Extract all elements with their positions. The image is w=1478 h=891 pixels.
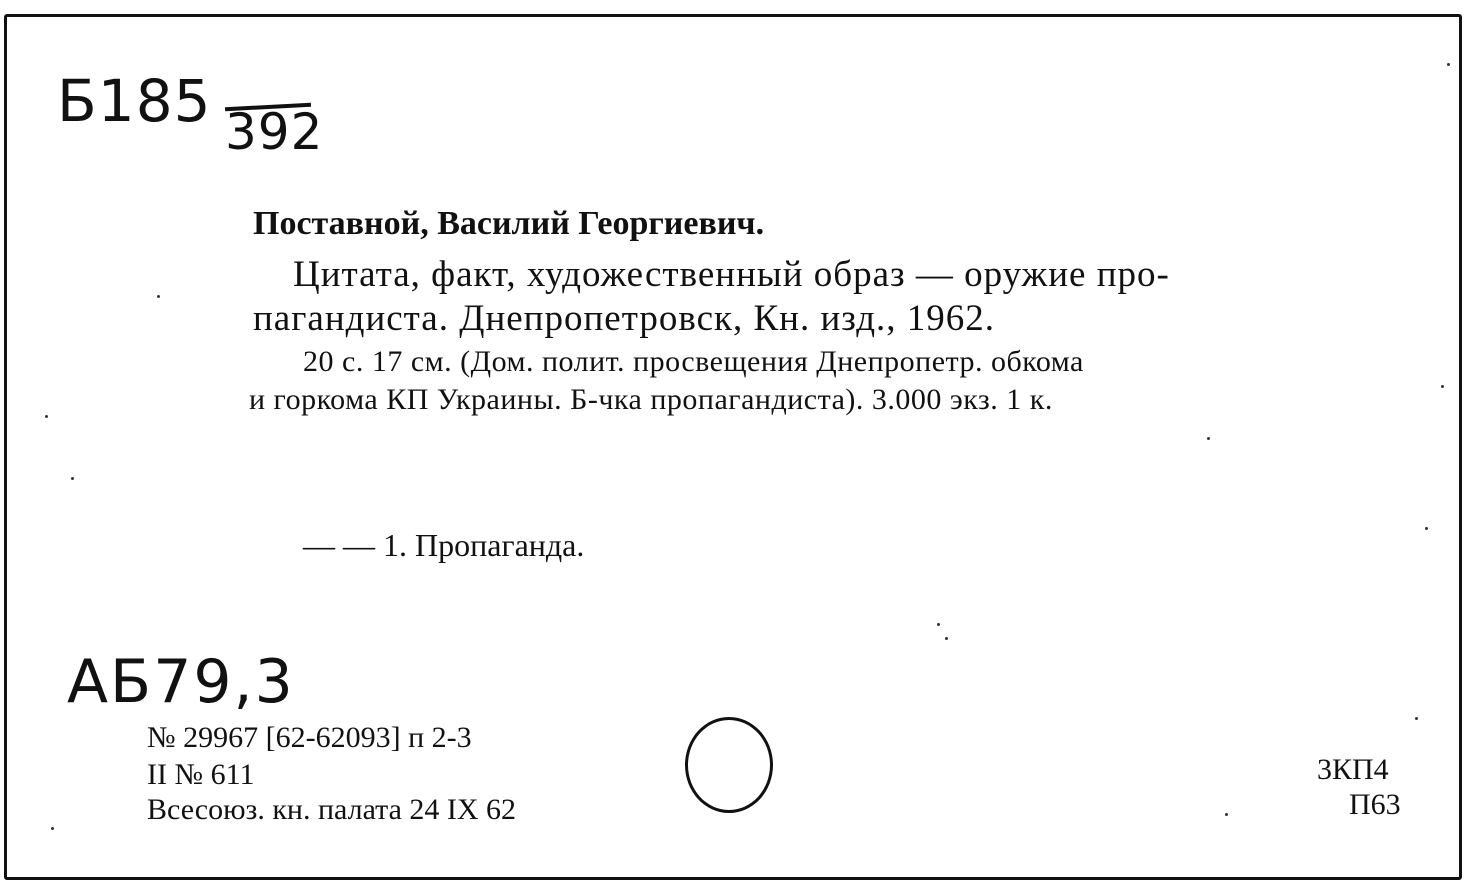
inventory-number: АБ79,3 bbox=[67, 647, 295, 717]
collation-line-1: 20 с. 17 см. (Дом. полит. просвещения Днепропетр. обкома bbox=[303, 345, 1084, 378]
registration-line-2: II № 611 bbox=[147, 758, 255, 791]
classification-line-1: 3КП4 bbox=[1317, 753, 1389, 786]
speck bbox=[45, 415, 48, 418]
speck bbox=[51, 827, 54, 830]
speck bbox=[71, 477, 74, 480]
speck bbox=[1415, 717, 1418, 720]
author-heading: Поставной, Василий Георгиевич. bbox=[253, 205, 765, 242]
classification-line-2: П63 bbox=[1349, 788, 1401, 821]
collation-line-2: и горкома КП Украины. Б-чка пропагандиста). 3.000 экз. 1 к. bbox=[249, 383, 1053, 416]
catalog-card bbox=[4, 14, 1462, 880]
stamp-circle bbox=[685, 717, 773, 813]
speck bbox=[937, 623, 940, 626]
speck bbox=[1225, 813, 1228, 816]
registration-line-3: Всесоюз. кн. палата 24 IX 62 bbox=[147, 793, 517, 826]
subject-heading: — — 1. Пропаганда. bbox=[303, 527, 585, 563]
speck bbox=[945, 637, 948, 640]
speck bbox=[1207, 437, 1210, 440]
shelfmark-bottom: 392 bbox=[225, 103, 324, 161]
speck bbox=[1447, 63, 1450, 66]
title-line-2: пагандиста. Днепропетровск, Кн. изд., 1962. bbox=[253, 298, 996, 339]
title-line-1: Цитата, факт, художественный образ — оружие про- bbox=[293, 254, 1170, 295]
speck bbox=[1441, 385, 1444, 388]
speck bbox=[157, 295, 160, 298]
registration-line-1: № 29967 [62-62093] п 2-3 bbox=[147, 721, 472, 754]
shelfmark-top: Б185 bbox=[57, 67, 212, 135]
speck bbox=[1425, 527, 1428, 530]
